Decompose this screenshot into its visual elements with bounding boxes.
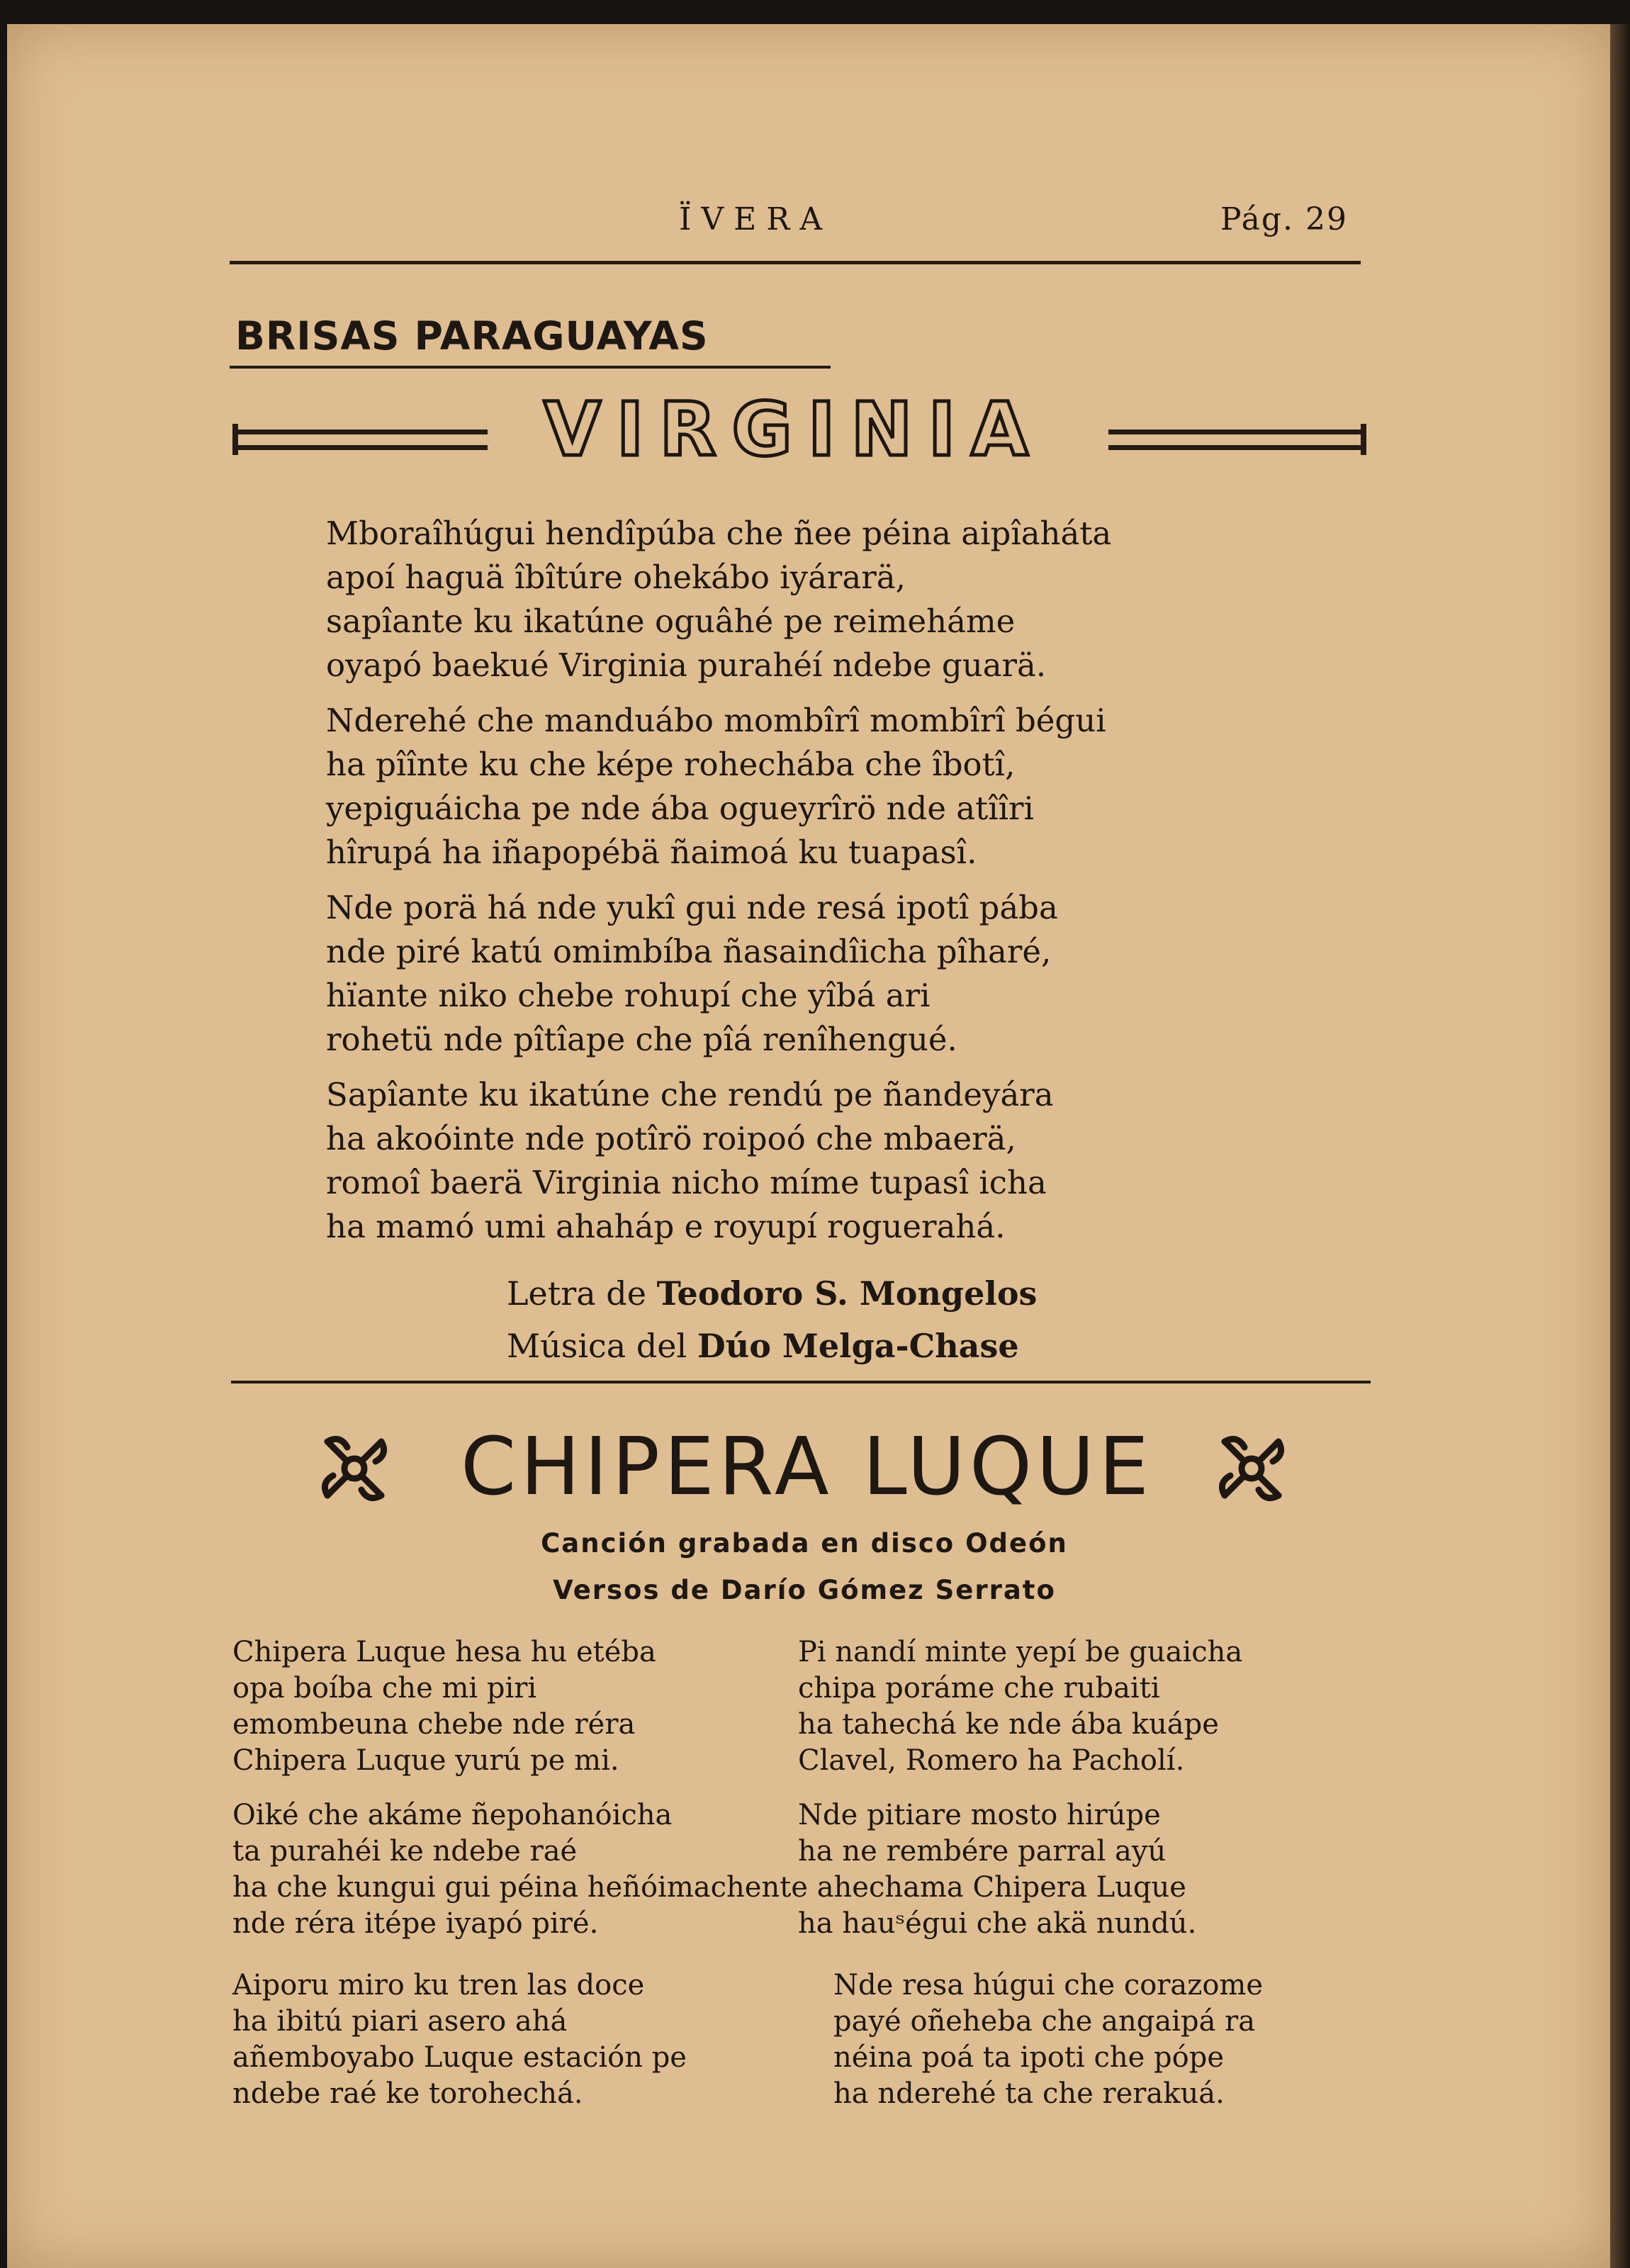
music-author: Dúo Melga-Chase [697,1327,1019,1365]
magazine-page [7,24,1610,2268]
header-rule [230,261,1361,264]
poem-stanza: Mboraîhúgui hendîpúba che ñee péina aipîaháta apoí haguä îbîtúre ohekábo iyárarä, sapîante ku ikatúne oguâhé pe reimeháme oyapó baekué Virginia purahéí ndebe guarä. [326,515,1112,684]
song-subtitle-recording: Canción grabada en disco Odeón [541,1528,1068,1559]
song-left-stanza: Chipera Luque hesa hu etéba opa boíba che mi piri emombeuna chebe nde réra Chipera Luque yurú pe mi. [232,1636,656,1777]
section-title-underline [230,366,831,369]
section-divider [231,1381,1371,1383]
section-title: BRISAS PARAGUAYAS [235,313,709,359]
song-right-stanza: Pi nandí minte yepí be guaicha chipa poráme che rubaiti ha tahechá ke nde ába kuápe Clavel, Romero ha Pacholí. [798,1636,1243,1777]
ornament-right-icon [1216,1433,1287,1504]
poem-stanza: Sapîante ku ikatúne che rendú pe ñandeyára ha akoóinte nde potîrö roipoó che mbaerä, romoî baerä Virginia nicho míme tupasî icha ha mamó umi ahaháp e royupí roguerahá. [326,1076,1054,1245]
song-title: CHIPERA LUQUE [461,1421,1153,1513]
poem-title: VIRGINIA [544,386,1044,473]
song-right-stanza: Nde resa húgui che corazome payé oñeheba che angaipá ra néina poá ta ipoti che pópe ha nderehé ta che rerakuá. [833,1969,1264,2110]
lyrics-author: Teodoro S. Mongelos [656,1274,1038,1313]
lyrics-label: Letra de [507,1274,646,1313]
title-bar-right-top [1108,430,1366,434]
song-left-stanza: Aiporu miro ku tren las doce ha ibitú piari asero ahá añemboyabo Luque estación pe ndebe raé ke torohechá. [232,1969,687,2110]
title-bar-right-bottom [1108,445,1366,450]
music-label: Música del [507,1327,687,1365]
song-subtitle-author: Versos de Darío Gómez Serrato [553,1575,1056,1605]
title-bar-left-cap [232,424,238,455]
poem-stanza: Nde porä há nde yukî gui nde resá ipotî pába nde piré katú omimbíba ñasaindîicha pîharé, hïante niko chebe rohupí che yîbá ari rohetü nde pîtîape che pîá renîhengué. [326,889,1058,1058]
title-bar-left-bottom [232,445,488,450]
poem-stanza: Nderehé che manduábo mombîrî mombîrî bégui ha pîînte ku che képe rohechába che îbotî, yepiguáicha pe nde ába ogueyrîrö nde atîîri hîrupá ha iñapopébä ñaimoá ku tuapasî. [326,702,1106,871]
song-right-stanza: Nde pitiare mosto hirúpe ha ne rembére parral ayú ha hauˢégui che akä nundú. [798,1799,1197,1940]
running-header-title: ÏVERA [679,201,833,237]
lyrics-credit [507,1267,1037,1320]
title-bar-right-cap [1361,424,1366,455]
page-number: Pág. 29 [1220,201,1348,237]
title-bar-left-top [232,430,488,434]
song-left-stanza: Oiké che akáme ñepohanóicha ta purahéi ke ndebe raé ha che kungui gui péina heñóimachente ahechama Chipera Luque nde réra itépe iyapó piré. [232,1799,1186,1940]
music-credit [507,1320,1019,1372]
ornament-left-icon [319,1433,390,1504]
